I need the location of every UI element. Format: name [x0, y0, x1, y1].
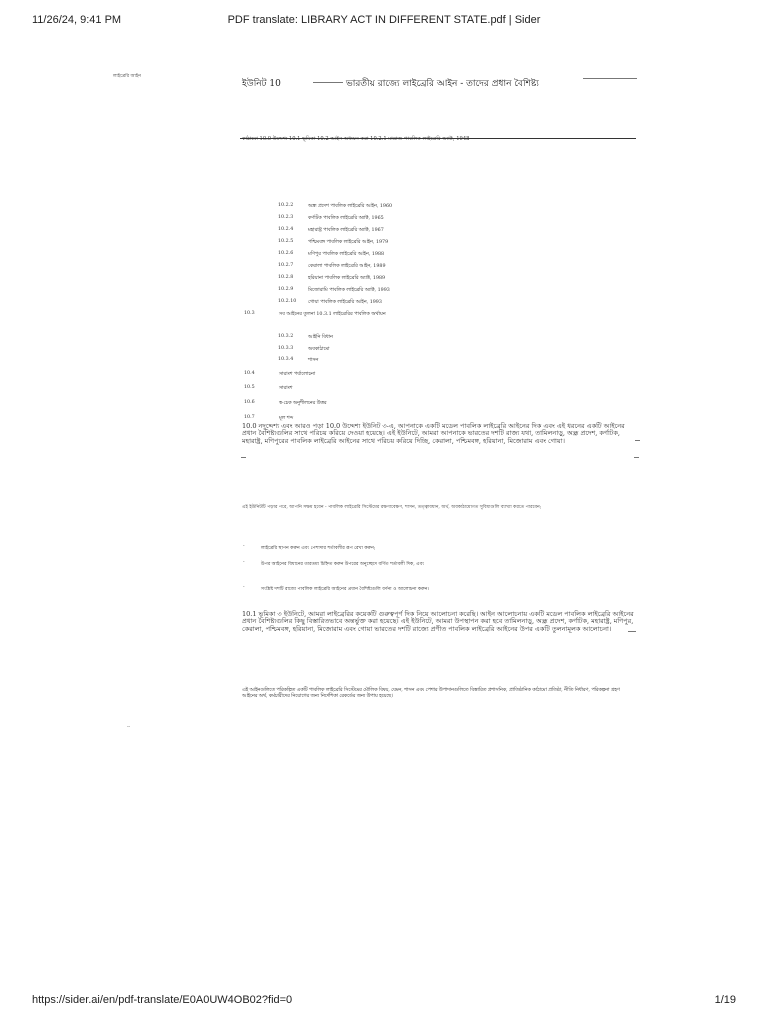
print-page-number: 1/19: [714, 994, 736, 1006]
title-rule-right: [583, 78, 637, 79]
stray-mark: --: [127, 725, 131, 730]
unit-label: ইউনিট 10: [242, 79, 281, 89]
objectives-paragraph: 10.0 নদুদ্দেশ্য এবং আরও পড়া 10.0 উদ্দেশ্য ইউনিট ৩-এ, আপনাকে একটি মডেল পাবলিক লাইব্রেরি আইনের দিক এবং এই ধরনের একটি আইনের প্রধান বৈশিষ্ট্যগুলির সাথে পরিচয় করিয়ে দেওয়া হয়েছে। এই ইউনিটে, আমরা আপনাকে ভারতের দশটি রাজ্য যথা, তামিলনাড়ু, অন্ধ্র প্রদেশ, কর্ণাটক, মহারাষ্ট্র, মণিপুরের পাবলিক লাইব্রেরি আইনের সাথে পরিচয় করিয়ে দিচ্ছি, কেরালা, পশ্চিমবঙ্গ, হরিয়ানা, মিজোরাম এবং গোয়া।: [242, 422, 625, 445]
introduction-paragraph: 10.1 ভূমিকা ৩ ইউনিটে, আমরা লাইব্রেরির কয়েকটি গুরুত্বপূর্ণ দিক নিয়ে আলোচনা করেছি। আইন আলোচনায় একটি মডেল পাবলিক লাইব্রেরি আইনের প্রধান বৈশিষ্ট্যগুলির কিছু বিস্তারিতভাবে অন্তর্ভুক্ত করা হয়েছে। এই ইউনিটে, আমরা উপস্থাপন করা হবে তামিলনাড়ু, অন্ধ্র প্রদেশ, কর্ণাটক, মহারাষ্ট্র, মণিপুর, কেরালা, পশ্চিমবঙ্গ, হরিয়ানা, মিজোরাম এবং গোয়া ভারতের দশটি রাজ্যে প্রণীত পাবলিক লাইব্রেরি আইনের উপর একটি তুলনামূলক আলোচনা।: [242, 610, 634, 633]
structure-line: কাঠামো 10.0 উদ্দেশ্য 10.1 ভূমিকা 10.2 আইন অধ্যয়ন করা 10.2.1 মাদ্রাজ পাবলিক লাইব্রেরি অ্যাক্ট, 1948: [242, 136, 470, 142]
corner-label: লাইব্রেরি আইন: [113, 74, 142, 79]
objectives-intro: এই ইউনিটটি পড়ার পরে, আপনি সক্ষম হবেন - পাবলিক লাইব্রেরি সিস্টেমের রক্ষণাবেক্ষণ, শাসন, তত্ত্বাবধান, অর্থ, অবকাঠামোগত সুবিধাগুলি ব্যাখ্যা করতে পারবেন;: [242, 505, 542, 510]
margin-tick: [241, 457, 246, 458]
unit-title: ভারতীয় রাজ্যে লাইব্রেরি আইন - তাদের প্রধান বৈশিষ্ট্য: [346, 79, 539, 89]
print-header: [0, 14, 768, 32]
print-datetime: 11/26/24, 9:41 PM: [32, 14, 122, 26]
print-url: https://sider.ai/en/pdf-translate/E0A0UW4OB02?fid=0: [32, 994, 293, 1006]
scope-paragraph: এই আইনগুলিতে পরিকল্পিত একটি পাবলিক লাইব্রেরি সিস্টেমের মৌলিক বিষয়, যেমন, শাসন এবং পেশার উপাদানগুলিতে বিস্তারিত প্রশাসনিক, প্রাতিষ্ঠানিক কাঠামো প্রতিষ্ঠা, নীতি নির্ধারণ, পরিকল্পনা গ্রহণ আইনের অর্থ, কর্মচারীদের নিয়োগের জন্য নির্দেশিকা রেকর্ডের জন্য উপায় হয়েছে।: [242, 688, 620, 699]
margin-tick: [634, 457, 639, 458]
margin-tick: [628, 631, 636, 632]
print-footer: [0, 994, 768, 1012]
margin-tick: [635, 440, 640, 441]
print-page-title: PDF translate: LIBRARY ACT IN DIFFERENT STATE.pdf | Sider: [227, 14, 541, 26]
title-rule-left: [313, 82, 343, 83]
